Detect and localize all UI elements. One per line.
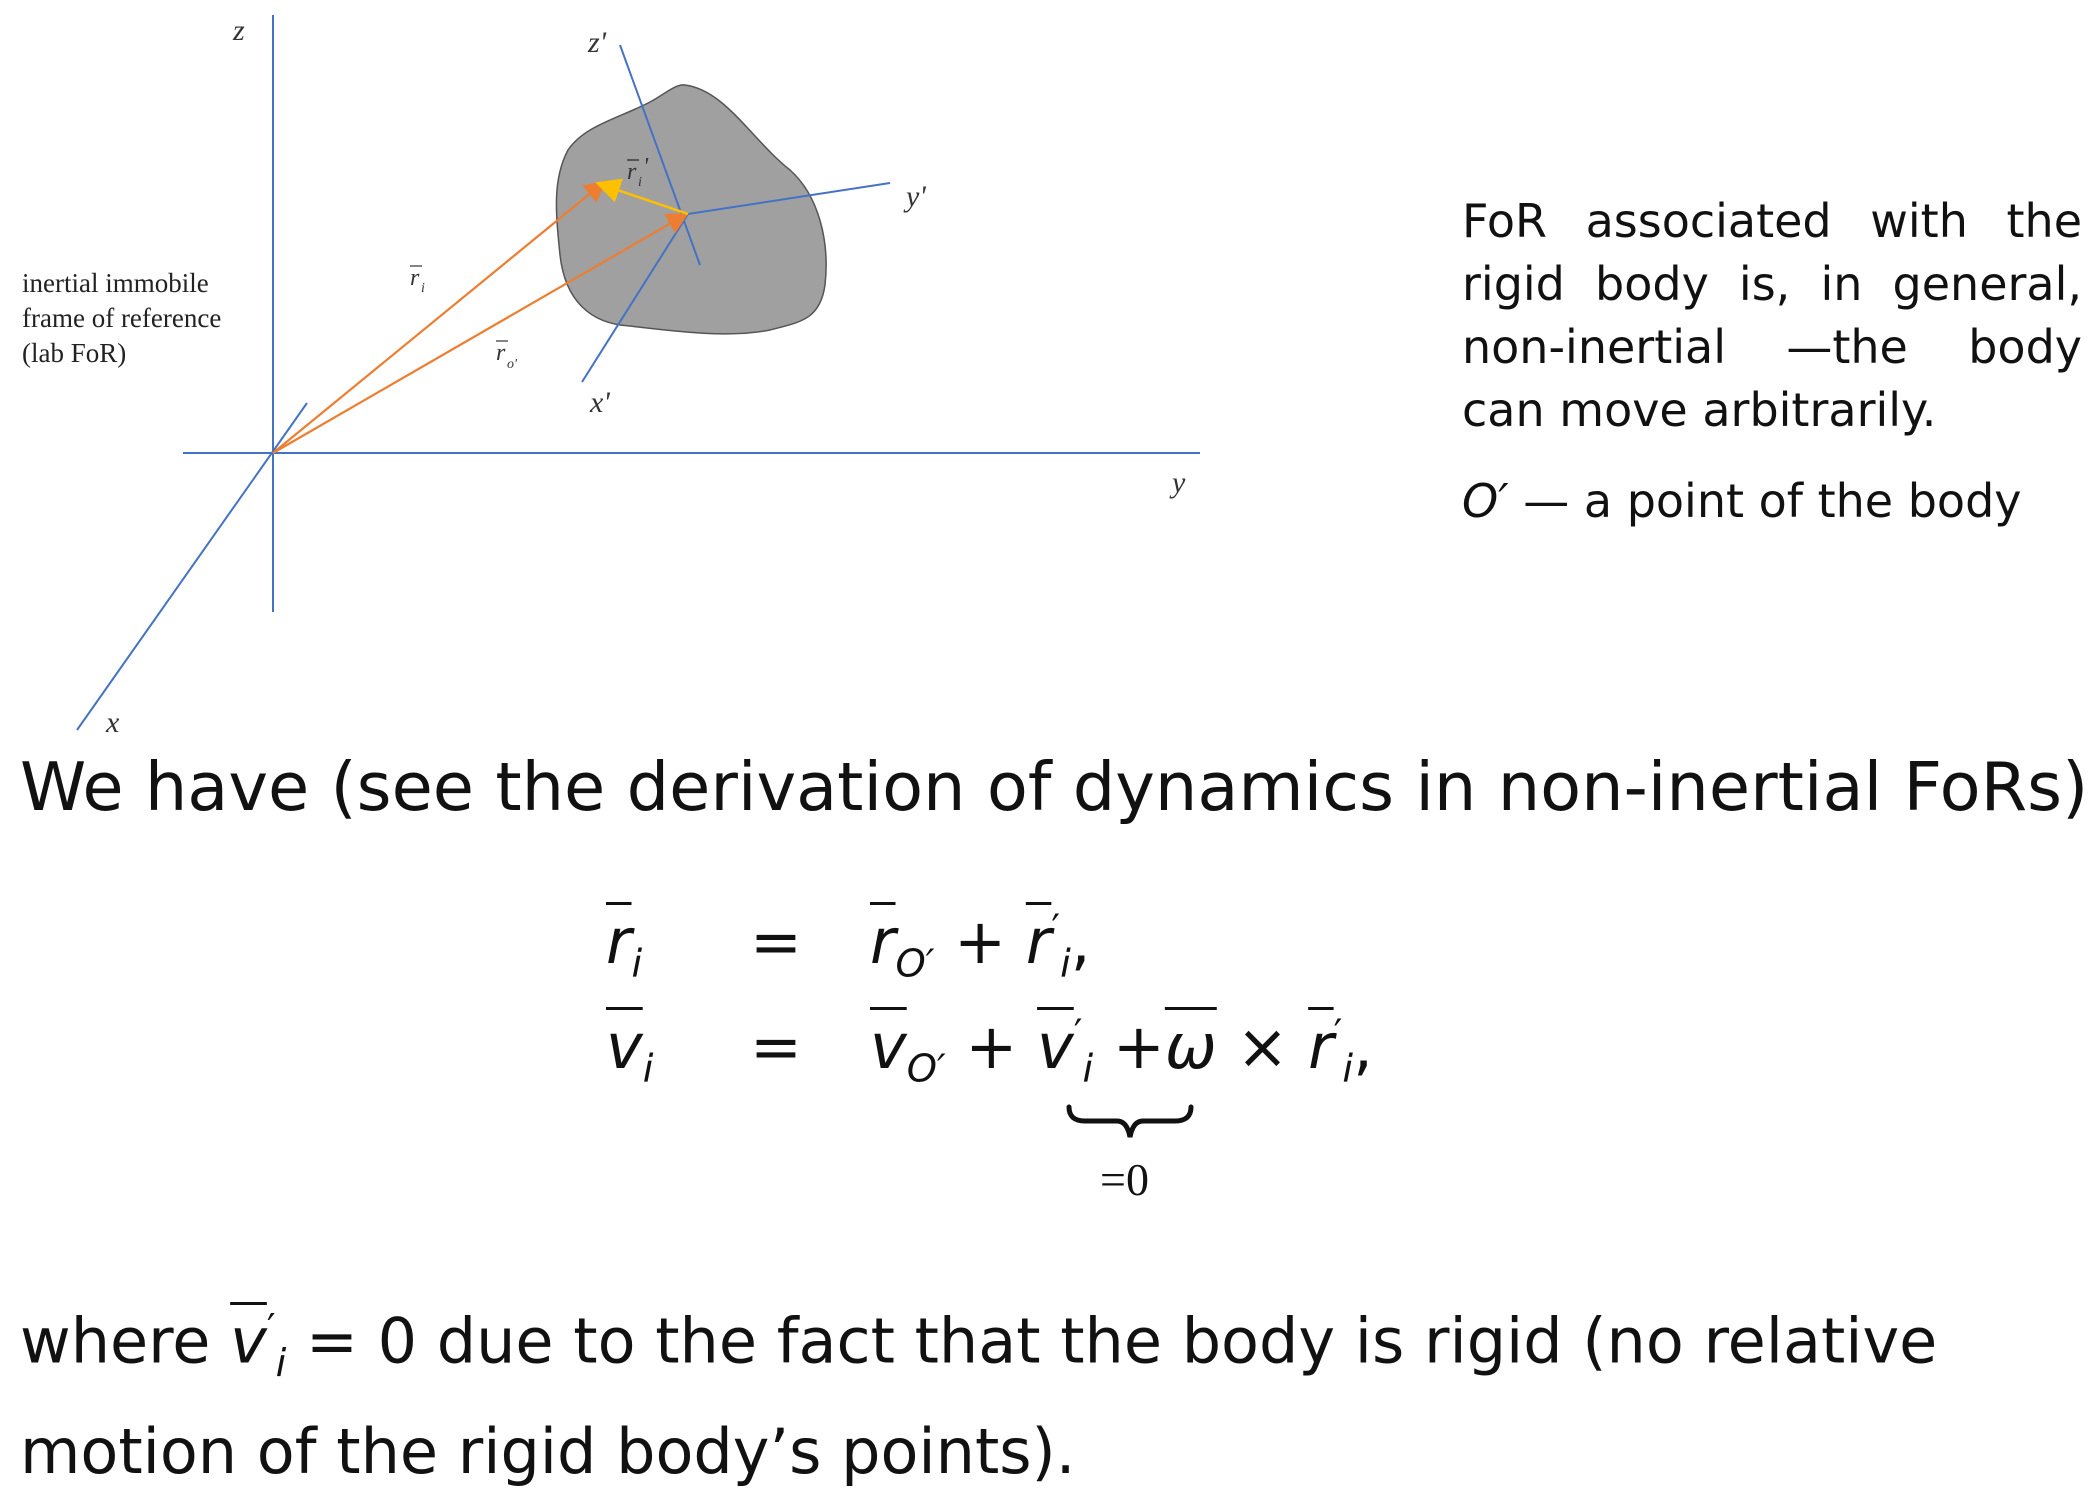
- underbrace-label: =0: [1100, 1154, 1149, 1205]
- closing-symbol: $\overline{v}$: [230, 1304, 267, 1378]
- underbrace: [1065, 1103, 1195, 1143]
- lab-frame-label: inertial immobile frame of reference (lab FoR): [22, 268, 222, 368]
- r-i-label: [410, 265, 425, 296]
- y-prime-label: y': [906, 180, 926, 213]
- x-prime-label: x': [590, 386, 610, 419]
- frame-diagram: [0, 0, 1250, 740]
- svg-text:': ': [643, 154, 649, 180]
- r-o-label: [496, 340, 518, 372]
- svg-text:i: i: [421, 281, 425, 296]
- vector-r-i: [273, 183, 603, 453]
- z-axis-label: z: [233, 14, 245, 47]
- x-axis-label: x: [106, 706, 120, 739]
- y-axis-label: y: [1172, 466, 1186, 499]
- side-paragraph: FoR associated with the rigid body is, in general, non-inertial —the body can move arbitrarily.: [1462, 194, 2082, 437]
- closing-text: where $\overline{v}'_i = 0$ due to the fact that the body is rigid (no relative motion of the rigid body’s points).: [20, 1304, 1938, 1489]
- svg-text:o': o': [507, 357, 517, 372]
- intro-text: We have (see the derivation of dynamics in non-inertial FoRs): [20, 748, 2089, 826]
- point-text: — a point of the body: [1508, 474, 2022, 528]
- vector-r-o: [273, 215, 685, 453]
- point-symbol: O′: [1462, 474, 1509, 528]
- side-note: [1462, 190, 2082, 533]
- svg-text:r: r: [496, 340, 506, 366]
- svg-text:r: r: [627, 159, 637, 185]
- svg-text:r: r: [410, 265, 420, 291]
- point-note: [1462, 470, 2082, 533]
- z-prime-label: z': [588, 26, 607, 59]
- rigid-body-shape: [556, 85, 826, 334]
- svg-text:i: i: [638, 175, 642, 190]
